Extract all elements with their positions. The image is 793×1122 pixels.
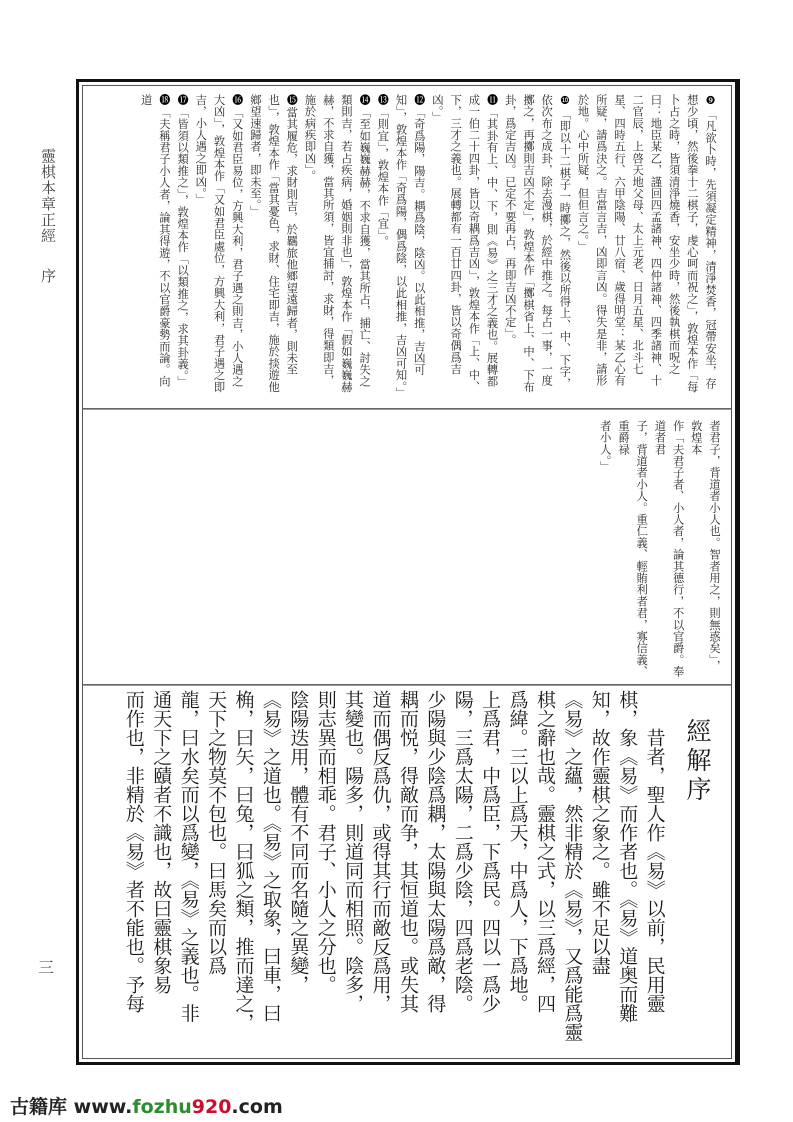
footnotes-continued	[483, 420, 723, 678]
site-url: www.fozhu920.com	[73, 1096, 283, 1118]
footnote-text: 「皆須以類推之」，敦煌本作「以類推之，求其卦義。」	[176, 106, 190, 388]
footnote-text: 「奇爲陽，陽吉。耦爲陰，陰凶。以此相推，吉凶可知」，敦煌本作「奇爲陽，偶爲陰，以此相推，吉凶可知。」	[394, 94, 426, 399]
site-name: 古籍库	[10, 1096, 68, 1118]
section-divider	[83, 684, 731, 686]
footnote-number: ❿	[558, 94, 572, 108]
main-text	[91, 690, 711, 1054]
text-column: 陽，三爲太陽，二爲少陰，四爲老陰。	[451, 690, 474, 1013]
footnote	[173, 94, 191, 394]
text-column: 棋，象《易》而作者也。《易》道奥而難	[616, 690, 639, 1023]
footnote-number: ⓮	[358, 94, 372, 106]
text-column: 《易》之道也。《易》之取象，曰車，曰	[259, 690, 282, 1023]
footnote	[246, 94, 301, 394]
page-number: 三	[38, 958, 55, 977]
text-column: 昔者，聖人作《易》以前，民用靈	[643, 728, 666, 1013]
text-column: 上爲君，中爲臣，下爲民。四以一爲少	[479, 690, 502, 1013]
footnote-number: ⓯	[285, 94, 299, 106]
footnote-number: ❾	[704, 94, 717, 108]
footnote	[501, 94, 574, 394]
text-column: 天下之物莫不包也。曰馬矣而以爲	[205, 690, 228, 975]
footnote-line: 者君子，背道者小人也。智者用之，則無惑矣」，敦煌本	[689, 420, 721, 672]
footnote-text: 當其履危，求財則吉，於羈旅他鄉望遠歸者，則未至也」，敦煌本作「當其憂色，求財、住宅即吉，施於掞遊他鄉望速歸者，即未至。」	[248, 94, 299, 393]
text-column: 其變也。陽多，則道同而相照。陰多，	[342, 690, 365, 1013]
text-column: 陰陽迭用，體有不同而名隨之異變，	[287, 690, 310, 994]
text-column: 知，故作靈棋之象之。雖不足以盡	[588, 690, 611, 975]
section-divider	[83, 408, 731, 410]
footnote	[300, 94, 373, 394]
footnote-number: ⓭	[376, 94, 390, 106]
section-title: 經解序	[683, 718, 712, 805]
text-column: 耦而悦，得敵而争，其恒道也。或失其	[396, 690, 419, 1013]
text-column: 而作也，非精於《易》者不能也。予每	[122, 690, 145, 1013]
footnote-number: ⓲	[157, 94, 171, 106]
footnote-line: 子，背道者小人。重仁義、輕賄利者君，寡信義、重爵禄	[616, 420, 649, 678]
footnote	[191, 94, 246, 394]
section-name: 序	[39, 268, 57, 284]
running-head	[38, 148, 59, 284]
footnote-text: 「凡欲卜時，先須凝定精神，清淨焚香，冠帶安坐，存想少頃，然後拳十二棋子，虔心呵而祝之」，敦煌本作「每卜占之時，皆須清淨燒香，安坐少時，然後執棋而呪之曰：地臣某乙，謹回四孟諸神、四仲諸神、四季諸神、十二官辰，上啓天地父母、太上元老、日月五星、北斗七星、四時五行、六甲陰陽、廿八宿、歲得明堂：某乙心有所疑，請爲決之。吉當言吉，凶即言凶。得失是非，請形於地。心中所疑，但但言之。」	[576, 94, 717, 393]
footnote-number: ⓰	[230, 94, 244, 106]
text-column: 棋之辭也哉。靈棋之式，以三爲經，四	[533, 690, 556, 1013]
footnote-text: 「又如君臣易位，方興大利，君子遇之則吉，小人遇之大凶」，敦煌本作「又如君臣處位，方興大利，君子遇之即吉，小人遇之即凶。」	[194, 94, 244, 393]
footnote-text: 「其卦有上、中、下，則《易》之三才之義也。展轉都成一伯二十四卦，皆以奇耦爲吉凶」，敦煌本作「上、中、下，三才之義也。展轉都有一百廿四卦，皆以奇偶爲吉凶。」	[430, 94, 499, 393]
text-column: 爲緯。三以上爲天，中爲人，下爲地。	[506, 690, 529, 1013]
footnote	[137, 94, 173, 394]
text-column: 道而偶反爲仇，或得其行而敵反爲用，	[369, 690, 392, 1013]
footnote	[573, 94, 719, 394]
watermark-footer	[10, 1092, 283, 1119]
footnote-line: 作「夫君子者、小人者，論其德行，不以官爵。奉道者君	[653, 420, 685, 678]
footnote-text: 「至如巍巍赫赫，不求自獲，當其所占，捕亡、討失之類則吉，若占疾病，婚姻則非也」，敦煌本作「假如巍巍赫赫，不求自獲，當其所須，皆宜捕討，求財，得類即吉，施於病疾即凶」。	[303, 94, 372, 393]
text-column: 通天下之賾者不識也，故曰靈棋象易	[150, 690, 173, 994]
footnote-line: 者小人。」	[598, 420, 612, 473]
footnote-number: ⓫	[485, 94, 499, 106]
text-column: 桷，曰矢，曰兔，曰狐之類，推而達之，	[232, 690, 255, 1032]
text-column: 則志異而相乖。君子、小人之分也。	[314, 690, 337, 994]
footnote	[428, 94, 501, 394]
page-frame	[76, 79, 740, 1065]
footnote-number: ⓬	[412, 94, 426, 106]
page-inner-frame	[82, 85, 732, 1059]
footnote-number: ⓱	[176, 94, 190, 106]
footnote-text: 「即以十二棋子一時擲之，然後以所得上、中、下字，依次布之成卦，除去漫棋，於經中推之。每占一事，一度擲之，再擲則吉凶不定」，敦煌本作「擲棋省上、中、下布卦，爲定吉凶。已定不要再占，再即吉凶不定」。	[503, 94, 572, 393]
footnote-text: 「則宜」，敦煌本作「宜」。	[376, 106, 390, 248]
text-column: 《易》之蘊，然非精於《易》，又爲能爲靈	[561, 690, 584, 1042]
footnote-text: 「夫稱君子小人者，論其得遊，不以官爵豪勢而論。向道	[139, 94, 171, 388]
book-title: 靈棋本章正經	[39, 148, 57, 244]
text-column: 龍，曰水矣而以爲變，《易》之義也。非	[177, 690, 200, 1023]
footnote	[391, 94, 427, 399]
text-column: 少陽與少陰爲耦，太陽與太陽爲敵，得	[424, 690, 447, 1013]
footnotes-top	[99, 94, 719, 399]
footnote	[373, 94, 391, 394]
